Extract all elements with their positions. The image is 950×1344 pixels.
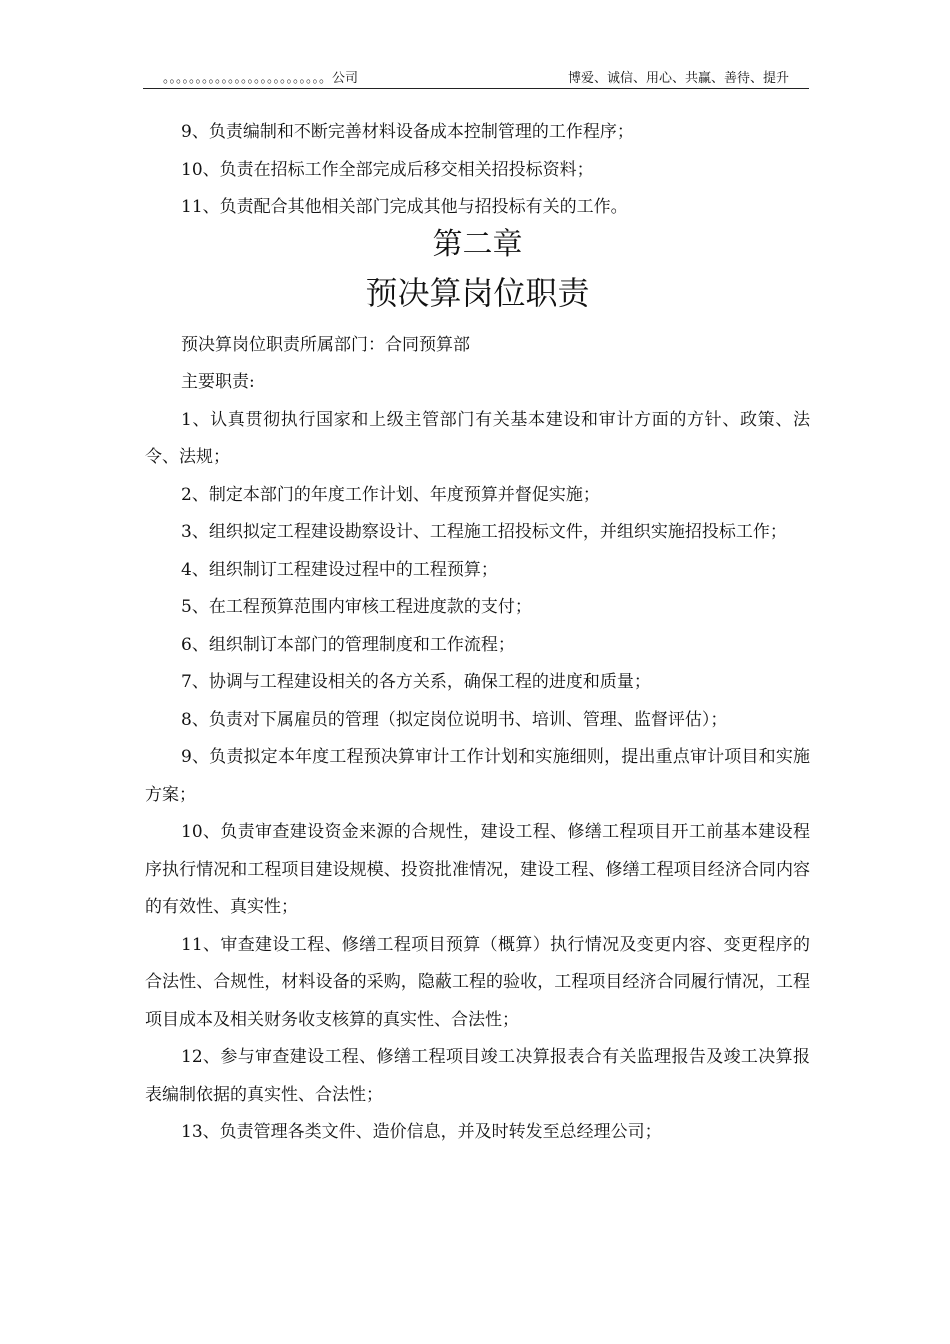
list-item: 6、组织制订本部门的管理制度和工作流程； [181, 634, 515, 655]
header-company: 。。。。。。。。。。。。。。。。。。。。。。。。。公司 [163, 71, 359, 86]
duties-heading: 主要职责: [181, 372, 255, 392]
list-item: 11、审查建设工程、修缮工程项目预算（概算）执行情况及变更内容、变更程序的合法性、合规性，材料设备的采购，隐蔽工程的验收，工程项目经济合同履行情况，工程项目成本及相关财务收支核算的真实性、合法性； [145, 934, 810, 1030]
list-item: 3、组织拟定工程建设勘察设计、工程施工招投标文件，并组织实施招投标工作； [181, 522, 787, 542]
header-motto: 博爱、诚信、用心、共赢、善待、提升 [567, 71, 789, 86]
list-item: 8、负责对下属雇员的管理（拟定岗位说明书、培训、管理、监督评估）； [181, 709, 728, 730]
list-item: 11、负责配合其他相关部门完成其他与招投标有关的工作。 [181, 197, 628, 217]
document-body [145, 114, 810, 1152]
list-item: 12、参与审查建设工程、修缮工程项目竣工决算报表合有关监理报告及竣工决算报表编制依据的真实性、合法性； [145, 1047, 810, 1105]
page-header [143, 70, 809, 89]
list-item: 4、组织制订工程建设过程中的工程预算； [181, 559, 498, 580]
list-item: 5、在工程预算范围内审核工程进度款的支付； [181, 597, 532, 617]
list-item: 10、负责审查建设资金来源的合规性，建设工程、修缮工程项目开工前基本建设程序执行情况和工程项目建设规模、投资批准情况，建设工程、修缮工程项目经济合同内容的有效性、真实性； [145, 822, 810, 917]
chapter-number: 第二章 [432, 226, 523, 262]
list-item: 13、负责管理各类文件、造价信息，并及时转发至总经理公司； [181, 1122, 662, 1142]
list-item: 10、负责在招标工作全部完成后移交相关招投标资料； [181, 159, 594, 180]
list-item: 9、负责编制和不断完善材料设备成本控制管理的工作程序； [181, 122, 634, 142]
list-item: 1、认真贯彻执行国家和上级主管部门有关基本建设和审计方面的方针、政策、法令、法规； [145, 409, 810, 467]
list-item: 2、制定本部门的年度工作计划、年度预算并督促实施； [181, 484, 600, 505]
list-item: 7、协调与工程建设相关的各方关系，确保工程的进度和质量； [181, 672, 651, 692]
chapter-title: 预决算岗位职责 [365, 273, 590, 312]
department-line: 预决算岗位职责所属部门：合同预算部 [181, 334, 470, 355]
list-item: 9、负责拟定本年度工程预决算审计工作计划和实施细则，提出重点审计项目和实施方案； [145, 747, 810, 805]
